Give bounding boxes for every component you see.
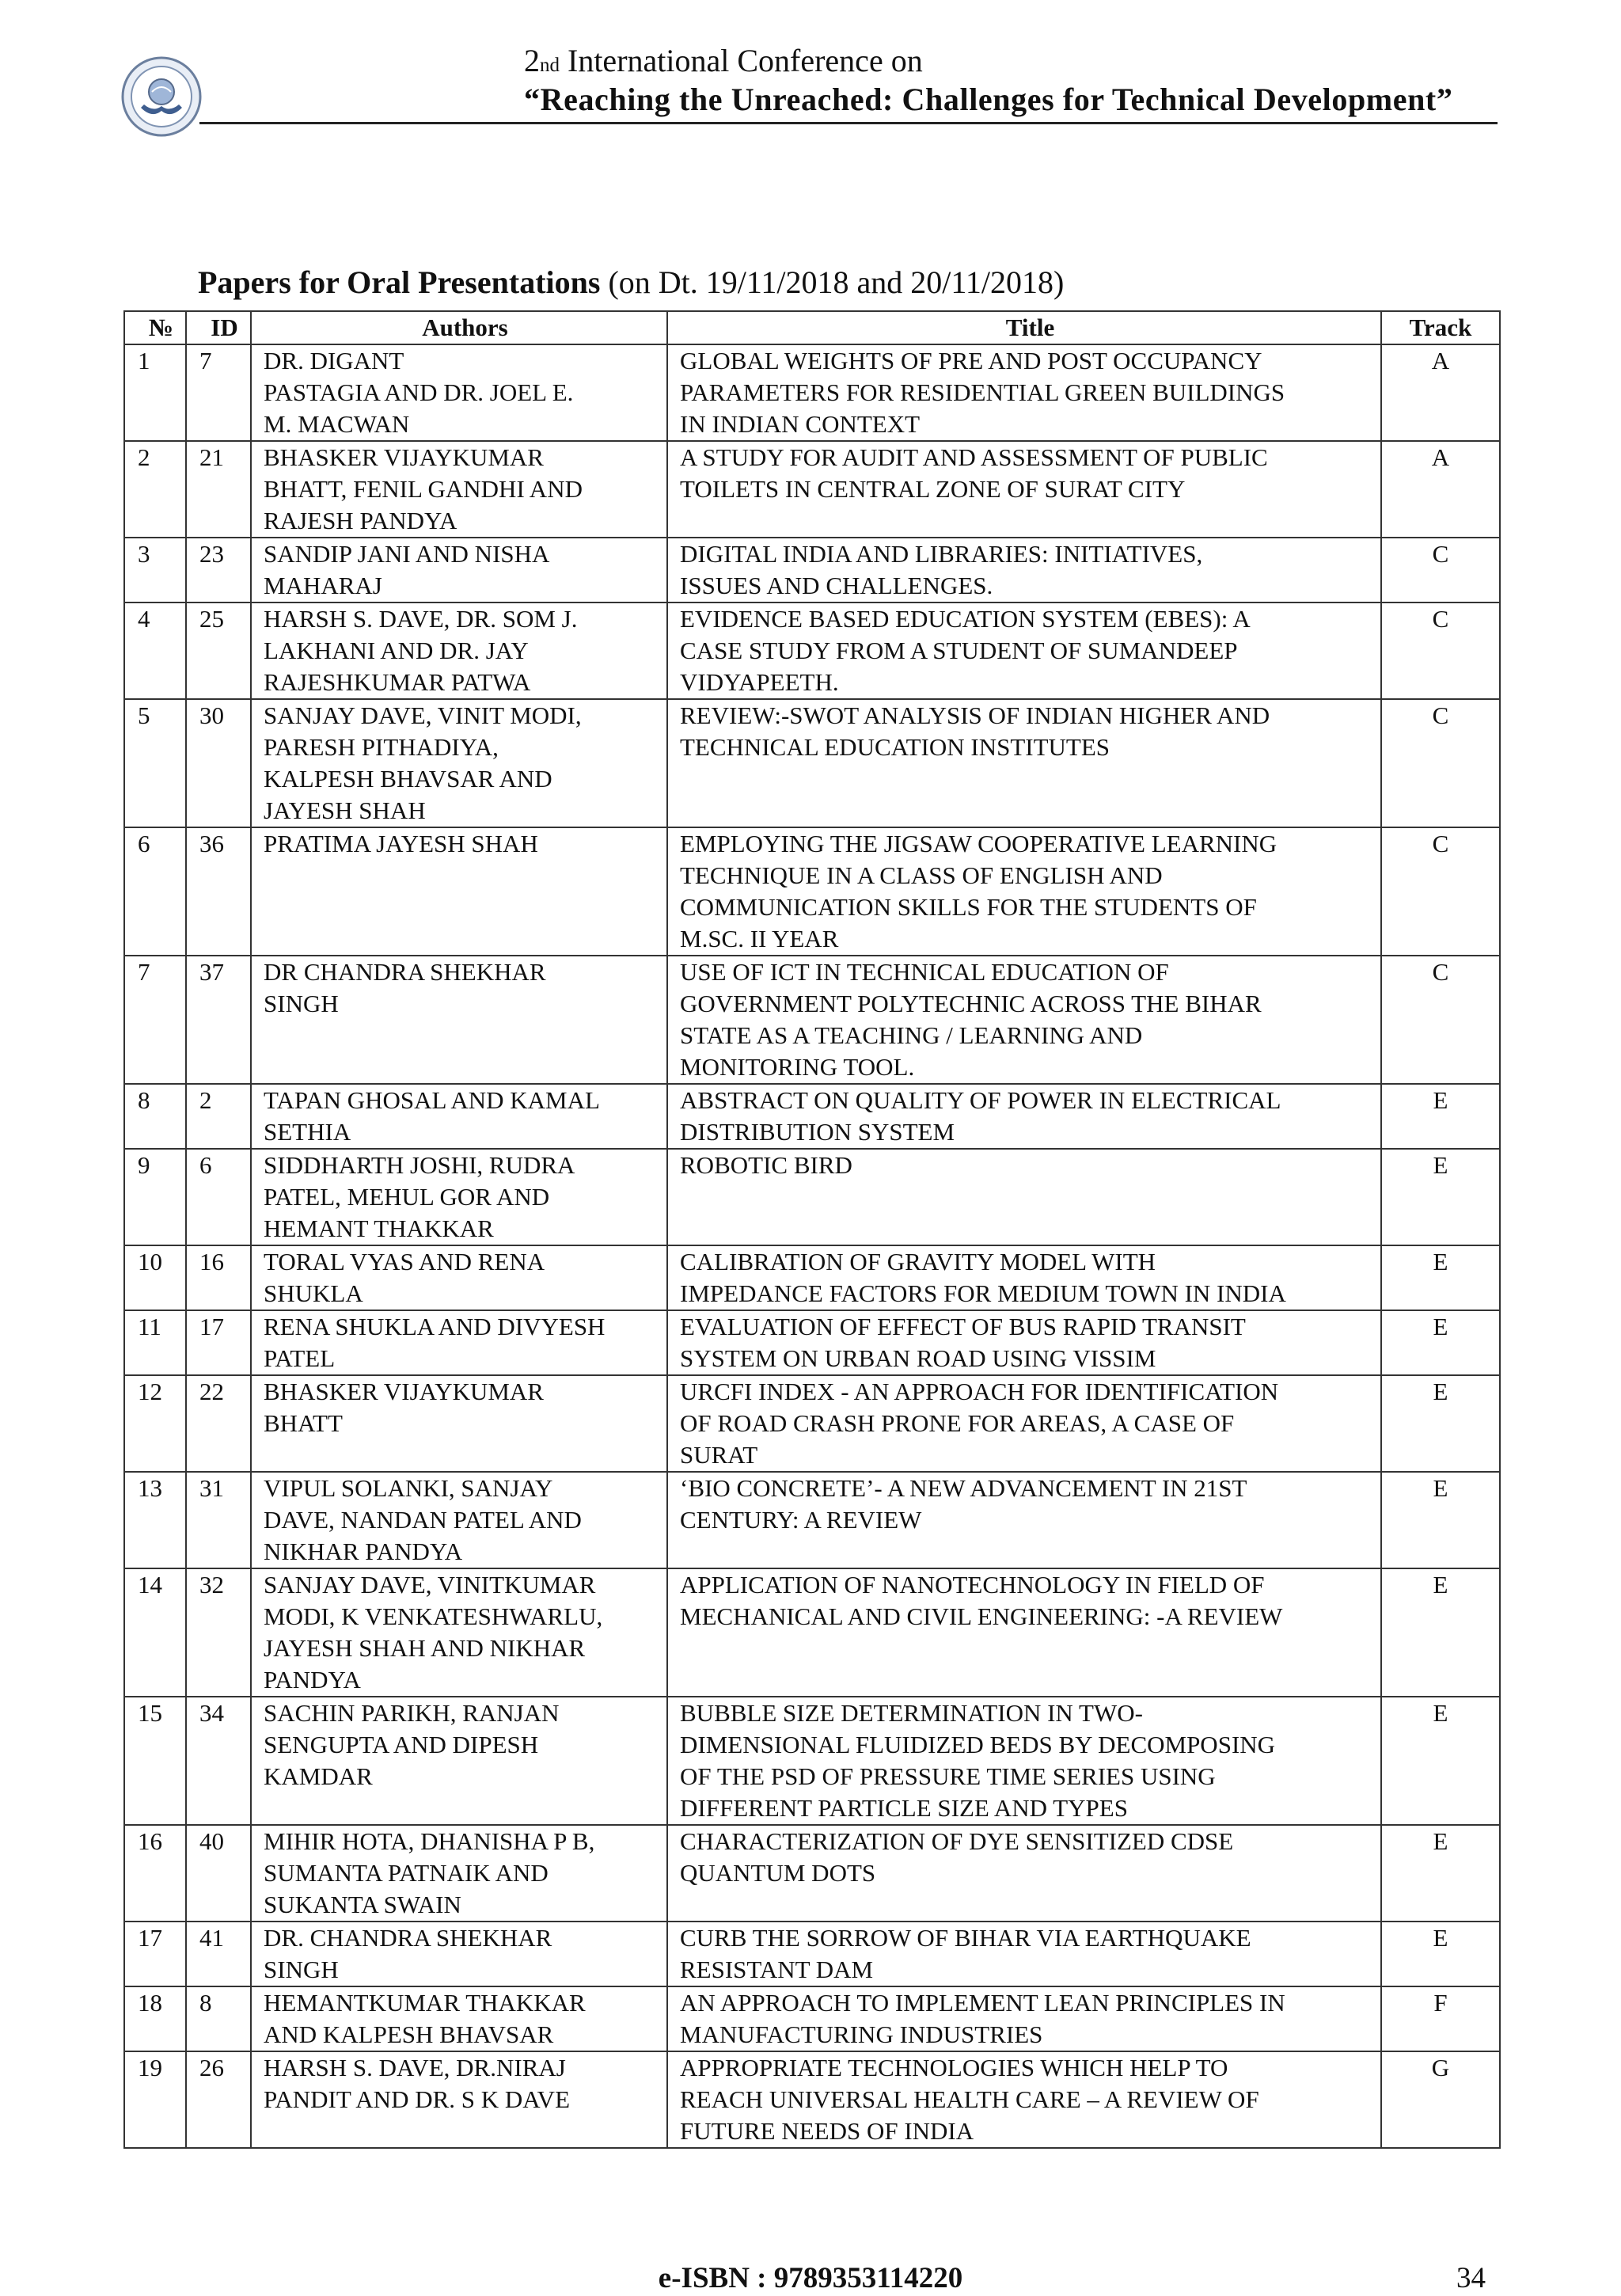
title-line: URCFI INDEX - AN APPROACH FOR IDENTIFICATION: [680, 1378, 1279, 1405]
author-line: PANDIT AND DR. S K DAVE: [264, 2085, 571, 2113]
author-line: KAMDAR: [264, 1762, 373, 1790]
row-number: 14: [124, 1568, 186, 1697]
row-number: 13: [124, 1472, 186, 1568]
author-line: PASTAGIA AND DR. JOEL E.: [264, 378, 574, 406]
table-row: [124, 538, 1500, 603]
paper-track: C: [1381, 827, 1500, 956]
row-number: 15: [124, 1697, 186, 1825]
paper-track: E: [1381, 1697, 1500, 1825]
author-line: RAJESH PANDYA: [264, 507, 457, 534]
title-line: MECHANICAL AND CIVIL ENGINEERING: -A REVIEW: [680, 1602, 1283, 1630]
paper-id: 7: [186, 344, 251, 441]
paper-authors: [251, 441, 667, 538]
title-line: ‘BIO CONCRETE’- A NEW ADVANCEMENT IN 21ST: [680, 1474, 1247, 1502]
table-row: [124, 956, 1500, 1084]
row-number: 12: [124, 1375, 186, 1472]
paper-id: 30: [186, 699, 251, 827]
author-line: MODI, K VENKATESHWARLU,: [264, 1602, 603, 1630]
author-line: HEMANT THAKKAR: [264, 1215, 494, 1242]
row-number: 11: [124, 1310, 186, 1375]
paper-title: [667, 1375, 1381, 1472]
paper-id: 6: [186, 1149, 251, 1245]
paper-id: 16: [186, 1245, 251, 1310]
title-line: MONITORING TOOL.: [680, 1053, 915, 1081]
paper-authors: [251, 699, 667, 827]
paper-track: E: [1381, 1568, 1500, 1697]
header-id: ID: [186, 311, 251, 344]
title-line: VIDYAPEETH.: [680, 668, 839, 696]
paper-track: G: [1381, 2051, 1500, 2148]
paper-authors: [251, 1149, 667, 1245]
paper-track: E: [1381, 1922, 1500, 1986]
conference-logo: [120, 55, 203, 138]
author-line: SIDDHARTH JOSHI, RUDRA: [264, 1151, 575, 1179]
row-number: 8: [124, 1084, 186, 1149]
paper-track: A: [1381, 344, 1500, 441]
table-row: [124, 1310, 1500, 1375]
title-line: DIGITAL INDIA AND LIBRARIES: INITIATIVES,: [680, 540, 1203, 568]
title-line: CASE STUDY FROM A STUDENT OF SUMANDEEP: [680, 637, 1238, 664]
paper-title: [667, 603, 1381, 699]
title-line: TECHNIQUE IN A CLASS OF ENGLISH AND: [680, 861, 1163, 889]
title-line: CENTURY: A REVIEW: [680, 1506, 922, 1534]
papers-table: [123, 310, 1501, 2149]
row-number: 3: [124, 538, 186, 603]
table-row: [124, 1375, 1500, 1472]
paper-title: [667, 1697, 1381, 1825]
author-line: DR CHANDRA SHEKHAR: [264, 958, 546, 986]
author-line: KALPESH BHAVSAR AND: [264, 765, 552, 793]
author-line: LAKHANI AND DR. JAY: [264, 637, 529, 664]
author-line: RENA SHUKLA AND DIVYESH: [264, 1313, 606, 1340]
author-line: MAHARAJ: [264, 572, 382, 599]
paper-track: E: [1381, 1149, 1500, 1245]
paper-authors: [251, 2051, 667, 2148]
paper-title: [667, 1084, 1381, 1149]
paper-title: [667, 1245, 1381, 1310]
paper-track: E: [1381, 1245, 1500, 1310]
author-line: JAYESH SHAH: [264, 796, 426, 824]
row-number: 16: [124, 1825, 186, 1922]
table-row: [124, 1245, 1500, 1310]
title-line: SURAT: [680, 1441, 758, 1469]
title-line: GLOBAL WEIGHTS OF PRE AND POST OCCUPANCY: [680, 347, 1262, 374]
author-line: BHATT: [264, 1409, 343, 1437]
title-line: ISSUES AND CHALLENGES.: [680, 572, 993, 599]
row-number: 5: [124, 699, 186, 827]
conference-title-line1: 2nd International Conference on: [524, 43, 923, 78]
author-line: VIPUL SOLANKI, SANJAY: [264, 1474, 553, 1502]
title-line: IMPEDANCE FACTORS FOR MEDIUM TOWN IN INDIA: [680, 1279, 1286, 1307]
paper-title: [667, 344, 1381, 441]
title-line: PARAMETERS FOR RESIDENTIAL GREEN BUILDINGS: [680, 378, 1285, 406]
title-line: STATE AS A TEACHING / LEARNING AND: [680, 1021, 1143, 1049]
title-line: EMPLOYING THE JIGSAW COOPERATIVE LEARNING: [680, 830, 1277, 857]
paper-track: E: [1381, 1375, 1500, 1472]
paper-track: F: [1381, 1986, 1500, 2051]
paper-id: 26: [186, 2051, 251, 2148]
author-line: TAPAN GHOSAL AND KAMAL: [264, 1086, 600, 1114]
row-number: 9: [124, 1149, 186, 1245]
author-line: DR. DIGANT: [264, 347, 404, 374]
caption-dates: (on Dt. 19/11/2018 and 20/11/2018): [600, 264, 1065, 300]
paper-id: 31: [186, 1472, 251, 1568]
author-line: SUKANTA SWAIN: [264, 1891, 461, 1918]
table-row: [124, 1825, 1500, 1922]
paper-authors: [251, 956, 667, 1084]
table-row: [124, 344, 1500, 441]
paper-authors: [251, 1084, 667, 1149]
paper-title: [667, 1310, 1381, 1375]
row-number: 6: [124, 827, 186, 956]
table-row: [124, 1568, 1500, 1697]
title-line: SYSTEM ON URBAN ROAD USING VISSIM: [680, 1344, 1156, 1372]
paper-id: 23: [186, 538, 251, 603]
title-line: AN APPROACH TO IMPLEMENT LEAN PRINCIPLES IN: [680, 1989, 1285, 2017]
paper-authors: [251, 603, 667, 699]
title-line: TOILETS IN CENTRAL ZONE OF SURAT CITY: [680, 475, 1186, 503]
author-line: BHASKER VIJAYKUMAR: [264, 1378, 544, 1405]
paper-title: [667, 1472, 1381, 1568]
paper-track: E: [1381, 1472, 1500, 1568]
title-line: DIMENSIONAL FLUIDIZED BEDS BY DECOMPOSING: [680, 1731, 1276, 1758]
caption-bold: Papers for Oral Presentations: [198, 264, 601, 300]
author-line: NIKHAR PANDYA: [264, 1538, 463, 1565]
paper-track: E: [1381, 1825, 1500, 1922]
table-body: [124, 344, 1500, 2148]
header-number: №: [124, 311, 186, 344]
paper-title: [667, 538, 1381, 603]
author-line: SANJAY DAVE, VINITKUMAR: [264, 1571, 596, 1598]
title-line: DIFFERENT PARTICLE SIZE AND TYPES: [680, 1794, 1128, 1822]
table-caption: [198, 263, 1064, 302]
paper-authors: [251, 344, 667, 441]
author-line: DR. CHANDRA SHEKHAR: [264, 1924, 552, 1952]
author-line: SUMANTA PATNAIK AND: [264, 1859, 549, 1887]
author-line: MIHIR HOTA, DHANISHA P B,: [264, 1827, 595, 1855]
title-line: DISTRIBUTION SYSTEM: [680, 1118, 955, 1146]
page-number: 34: [1456, 2262, 1486, 2294]
title-line: EVIDENCE BASED EDUCATION SYSTEM (EBES): A: [680, 605, 1251, 633]
author-line: SHUKLA: [264, 1279, 363, 1307]
title-line: APPROPRIATE TECHNOLOGIES WHICH HELP TO: [680, 2054, 1228, 2081]
paper-id: 32: [186, 1568, 251, 1697]
paper-authors: [251, 1825, 667, 1922]
title-line: RESISTANT DAM: [680, 1956, 874, 1983]
author-line: SINGH: [264, 990, 339, 1017]
author-line: SETHIA: [264, 1118, 351, 1146]
title-line: USE OF ICT IN TECHNICAL EDUCATION OF: [680, 958, 1169, 986]
paper-id: 2: [186, 1084, 251, 1149]
table-row: [124, 441, 1500, 538]
paper-id: 34: [186, 1697, 251, 1825]
author-line: SINGH: [264, 1956, 339, 1983]
paper-id: 17: [186, 1310, 251, 1375]
paper-track: C: [1381, 603, 1500, 699]
author-line: RAJESHKUMAR PATWA: [264, 668, 531, 696]
paper-id: 37: [186, 956, 251, 1084]
paper-track: C: [1381, 699, 1500, 827]
table-header-row: [124, 311, 1500, 344]
paper-title: [667, 1568, 1381, 1697]
row-number: 4: [124, 603, 186, 699]
row-number: 1: [124, 344, 186, 441]
row-number: 17: [124, 1922, 186, 1986]
table-row: [124, 1986, 1500, 2051]
paper-title: [667, 1149, 1381, 1245]
table-row: [124, 1697, 1500, 1825]
paper-id: 36: [186, 827, 251, 956]
title-line: M.SC. II YEAR: [680, 925, 839, 952]
paper-title: [667, 827, 1381, 956]
paper-authors: [251, 1697, 667, 1825]
title-line: TECHNICAL EDUCATION INSTITUTES: [680, 733, 1110, 761]
author-line: SENGUPTA AND DIPESH: [264, 1731, 539, 1758]
author-line: JAYESH SHAH AND NIKHAR: [264, 1634, 586, 1662]
title-line: A STUDY FOR AUDIT AND ASSESSMENT OF PUBLIC: [680, 443, 1268, 471]
title-line: QUANTUM DOTS: [680, 1859, 876, 1887]
conference-title-line2: “Reaching the Unreached: Challenges for Technical Development”: [524, 82, 1453, 117]
paper-authors: [251, 1922, 667, 1986]
table-row: [124, 603, 1500, 699]
author-line: PRATIMA JAYESH SHAH: [264, 830, 538, 857]
paper-title: [667, 2051, 1381, 2148]
paper-title: [667, 1986, 1381, 2051]
paper-track: E: [1381, 1084, 1500, 1149]
row-number: 19: [124, 2051, 186, 2148]
author-line: PANDYA: [264, 1666, 361, 1693]
title-line: ABSTRACT ON QUALITY OF POWER IN ELECTRICAL: [680, 1086, 1281, 1114]
author-line: HARSH S. DAVE, DR.NIRAJ: [264, 2054, 566, 2081]
author-line: BHATT, FENIL GANDHI AND: [264, 475, 583, 503]
paper-authors: [251, 538, 667, 603]
author-line: SANJAY DAVE, VINIT MODI,: [264, 701, 582, 729]
paper-authors: [251, 1568, 667, 1697]
row-number: 10: [124, 1245, 186, 1310]
title-line: OF THE PSD OF PRESSURE TIME SERIES USING: [680, 1762, 1216, 1790]
header-rule: [199, 122, 1498, 124]
title-line: IN INDIAN CONTEXT: [680, 410, 921, 438]
title-line: CHARACTERIZATION OF DYE SENSITIZED CDSE: [680, 1827, 1234, 1855]
paper-id: 21: [186, 441, 251, 538]
paper-authors: [251, 1245, 667, 1310]
author-line: PATEL: [264, 1344, 336, 1372]
author-line: SANDIP JANI AND NISHA: [264, 540, 550, 568]
paper-id: 40: [186, 1825, 251, 1922]
title-line: COMMUNICATION SKILLS FOR THE STUDENTS OF: [680, 893, 1257, 921]
header-authors: Authors: [251, 311, 667, 344]
row-number: 18: [124, 1986, 186, 2051]
paper-authors: [251, 1472, 667, 1568]
paper-authors: [251, 1310, 667, 1375]
row-number: 7: [124, 956, 186, 1084]
paper-id: 25: [186, 603, 251, 699]
paper-id: 41: [186, 1922, 251, 1986]
paper-title: [667, 1922, 1381, 1986]
author-line: HARSH S. DAVE, DR. SOM J.: [264, 605, 578, 633]
paper-authors: [251, 1375, 667, 1472]
author-line: AND KALPESH BHAVSAR: [264, 2020, 554, 2048]
author-line: HEMANTKUMAR THAKKAR: [264, 1989, 586, 2017]
title-line: GOVERNMENT POLYTECHNIC ACROSS THE BIHAR: [680, 990, 1262, 1017]
table-row: [124, 1472, 1500, 1568]
table-row: [124, 827, 1500, 956]
paper-track: E: [1381, 1310, 1500, 1375]
table-row: [124, 1084, 1500, 1149]
title-line: REVIEW:-SWOT ANALYSIS OF INDIAN HIGHER AND: [680, 701, 1270, 729]
paper-track: A: [1381, 441, 1500, 538]
title-line: CALIBRATION OF GRAVITY MODEL WITH: [680, 1248, 1156, 1275]
author-line: TORAL VYAS AND RENA: [264, 1248, 545, 1275]
title-line: CURB THE SORROW OF BIHAR VIA EARTHQUAKE: [680, 1924, 1251, 1952]
table-row: [124, 699, 1500, 827]
paper-id: 22: [186, 1375, 251, 1472]
paper-title: [667, 699, 1381, 827]
author-line: PATEL, MEHUL GOR AND: [264, 1183, 550, 1211]
paper-id: 8: [186, 1986, 251, 2051]
author-line: M. MACWAN: [264, 410, 410, 438]
title-line: REACH UNIVERSAL HEALTH CARE – A REVIEW OF: [680, 2085, 1259, 2113]
author-line: SACHIN PARIKH, RANJAN: [264, 1699, 560, 1727]
paper-title: [667, 441, 1381, 538]
row-number: 2: [124, 441, 186, 538]
paper-track: C: [1381, 956, 1500, 1084]
header-track: Track: [1381, 311, 1500, 344]
title-line: FUTURE NEEDS OF INDIA: [680, 2117, 974, 2145]
paper-authors: [251, 1986, 667, 2051]
paper-authors: [251, 827, 667, 956]
footer-isbn: e-ISBN : 9789353114220: [658, 2262, 963, 2294]
title-line: EVALUATION OF EFFECT OF BUS RAPID TRANSIT: [680, 1313, 1246, 1340]
paper-track: C: [1381, 538, 1500, 603]
header-title: Title: [667, 311, 1381, 344]
title-line: MANUFACTURING INDUSTRIES: [680, 2020, 1043, 2048]
author-line: DAVE, NANDAN PATEL AND: [264, 1506, 582, 1534]
title-line: APPLICATION OF NANOTECHNOLOGY IN FIELD OF: [680, 1571, 1265, 1598]
title-line: ROBOTIC BIRD: [680, 1151, 852, 1179]
title-line: OF ROAD CRASH PRONE FOR AREAS, A CASE OF: [680, 1409, 1235, 1437]
author-line: PARESH PITHADIYA,: [264, 733, 499, 761]
table-row: [124, 2051, 1500, 2148]
paper-title: [667, 956, 1381, 1084]
table-row: [124, 1922, 1500, 1986]
title-line: BUBBLE SIZE DETERMINATION IN TWO-: [680, 1699, 1143, 1727]
author-line: BHASKER VIJAYKUMAR: [264, 443, 544, 471]
paper-title: [667, 1825, 1381, 1922]
table-row: [124, 1149, 1500, 1245]
